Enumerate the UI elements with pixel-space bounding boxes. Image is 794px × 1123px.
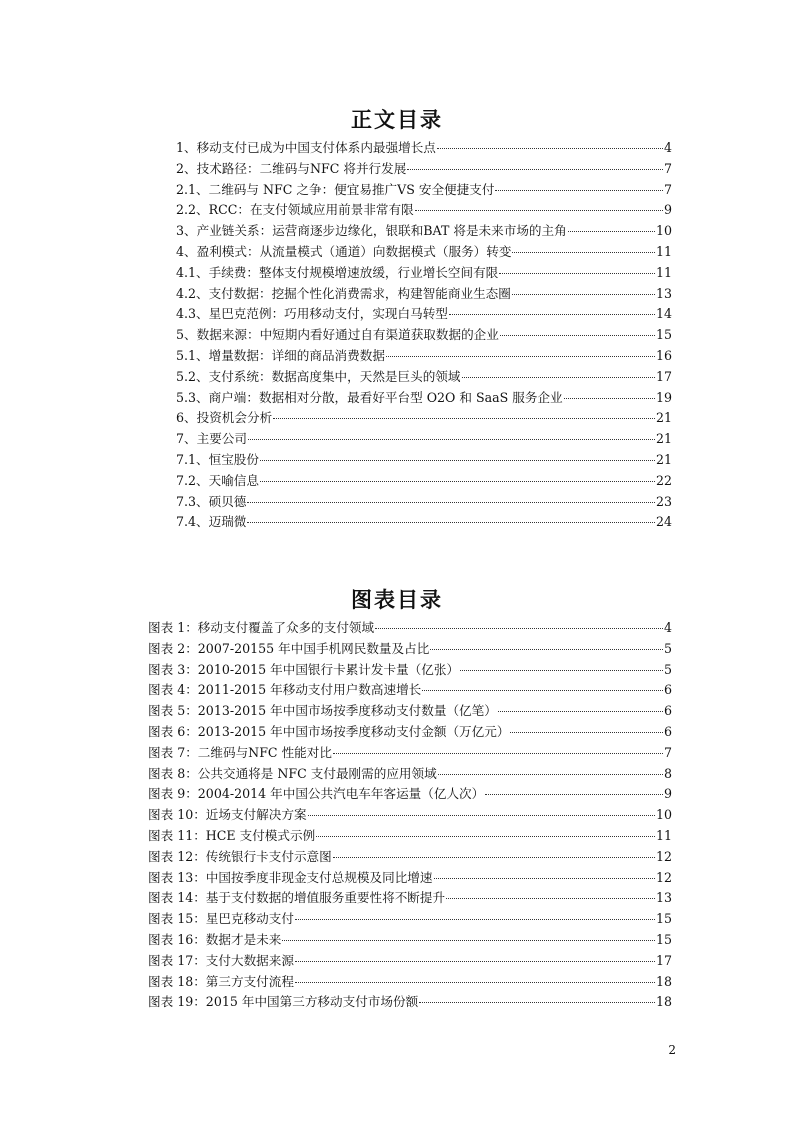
toc-entry-page: 16 xyxy=(655,347,672,363)
toc-entry-text: 1、移动支付已成为中国支付体系内最强增长点 xyxy=(176,140,436,155)
figure-toc-entry[interactable] xyxy=(148,909,672,930)
figure-toc-entry-text: 图表 15：星巴克移动支付 xyxy=(148,911,294,927)
figure-toc-entry[interactable] xyxy=(148,826,672,847)
toc-entry[interactable] xyxy=(176,180,672,201)
figure-toc-entry[interactable] xyxy=(148,743,672,764)
dot-leader xyxy=(499,273,655,274)
toc-entry[interactable] xyxy=(176,492,672,513)
figure-toc-entry-page: 6 xyxy=(663,682,672,698)
figure-toc-entry[interactable] xyxy=(148,930,672,951)
dot-leader xyxy=(260,460,655,461)
dot-leader xyxy=(498,711,663,712)
figure-toc-entry[interactable] xyxy=(148,847,672,868)
toc-entry-text: 7.1、恒宝股份 xyxy=(176,451,259,467)
toc-entry[interactable] xyxy=(176,388,672,409)
figure-toc-entry-page: 15 xyxy=(655,911,672,927)
dot-leader xyxy=(430,649,663,650)
dot-leader xyxy=(500,335,655,336)
dot-leader xyxy=(248,439,655,440)
dot-leader xyxy=(386,356,655,357)
dot-leader xyxy=(437,148,663,149)
figure-toc-entry-text: 图表 2：2007-20155 年中国手机网民数量及占比 xyxy=(148,640,430,656)
figure-toc-entry-page: 8 xyxy=(663,765,672,781)
dot-leader xyxy=(462,377,655,378)
toc-entry-text: 7.4、迈瑞微 xyxy=(176,514,247,530)
toc-entry-text: 6、投资机会分析 xyxy=(176,410,273,426)
toc-entry-page: 21 xyxy=(655,431,672,447)
toc-entry[interactable] xyxy=(176,450,672,471)
dot-leader xyxy=(415,210,663,211)
figure-toc-entry-text: 图表 14：基于支付数据的增值服务重要性将不断提升 xyxy=(148,890,446,906)
figure-toc-entry-text: 图表 9：2004-2014 年中国公共汽电车年客运量（亿人次） xyxy=(148,786,485,802)
toc-entry-page: 4 xyxy=(663,140,672,155)
figure-toc-entry-page: 7 xyxy=(663,744,672,760)
figure-toc-entry-text: 图表 5：2013-2015 年中国市场按季度移动支付数量（亿笔） xyxy=(148,703,497,719)
toc-entry-text: 4、盈利模式：从流量模式（通道）向数据模式（服务）转变 xyxy=(176,243,512,259)
figure-toc-entry-page: 18 xyxy=(655,973,672,989)
figure-toc-entry-text: 图表 6：2013-2015 年中国市场按季度移动支付金额（万亿元） xyxy=(148,723,510,739)
figure-toc-entry-page: 13 xyxy=(655,890,672,906)
toc-entry-page: 24 xyxy=(655,514,672,530)
toc-entry-text: 4.3、星巴克范例：巧用移动支付，实现白马转型 xyxy=(176,306,448,322)
figure-toc-entry-text: 图表 7：二维码与NFC 性能对比 xyxy=(148,744,332,760)
toc-entry-text: 2、技术路径：二维码与NFC 将并行发展 xyxy=(176,160,407,176)
page-number: 2 xyxy=(668,1043,676,1057)
dot-leader xyxy=(247,522,655,523)
dot-leader xyxy=(273,418,655,419)
dot-leader xyxy=(446,898,655,899)
toc-entry-page: 14 xyxy=(655,306,672,322)
toc-entry-text: 5.2、支付系统：数据高度集中，天然是巨头的领域 xyxy=(176,368,461,384)
figure-toc-entry[interactable] xyxy=(148,951,672,972)
main-toc-title: 正文目录 xyxy=(351,107,443,132)
dot-leader xyxy=(434,878,655,879)
toc-entry-page: 21 xyxy=(655,410,672,426)
figure-toc-entry[interactable] xyxy=(148,701,672,722)
toc-entry-text: 4.2、支付数据：挖掘个性化消费需求，构建智能商业生态圈 xyxy=(176,285,511,301)
figure-toc-entry[interactable] xyxy=(148,888,672,909)
toc-entry-text: 7.3、硕贝德 xyxy=(176,493,247,509)
figure-toc-entry-text: 图表 8：公共交通将是 NFC 支付最刚需的应用领域 xyxy=(148,765,437,781)
dot-leader xyxy=(295,919,655,920)
figure-toc-entry-text: 图表 10：近场支付解决方案 xyxy=(148,807,307,823)
figure-toc-entry-text: 图表 12：传统银行卡支付示意图 xyxy=(148,848,332,864)
dot-leader xyxy=(438,774,663,775)
toc-entry-page: 11 xyxy=(655,243,672,259)
toc-entry-text: 5.1、增量数据：详细的商品消费数据 xyxy=(176,347,385,363)
dot-leader xyxy=(485,794,663,795)
dot-leader xyxy=(316,836,655,837)
figure-toc-entry[interactable] xyxy=(148,805,672,826)
figure-toc-entry[interactable] xyxy=(148,868,672,889)
figure-toc-entry-page: 9 xyxy=(663,786,672,802)
toc-entry-text: 7、主要公司 xyxy=(176,431,247,447)
figure-toc-entry[interactable] xyxy=(148,764,672,785)
toc-entry-page: 22 xyxy=(655,472,672,488)
dot-leader xyxy=(510,732,663,733)
dot-leader xyxy=(512,294,655,295)
toc-entry[interactable] xyxy=(176,242,672,263)
toc-entry-page: 10 xyxy=(655,223,672,239)
dot-leader xyxy=(419,1002,655,1003)
figure-toc-entry-text: 图表 4：2011-2015 年移动支付用户数高速增长 xyxy=(148,682,422,698)
toc-entry[interactable] xyxy=(176,263,672,284)
toc-entry-text: 2.1、二维码与 NFC 之争：便宜易推广VS 安全便捷支付 xyxy=(176,181,495,197)
figure-toc-entry-page: 15 xyxy=(655,931,672,947)
dot-leader xyxy=(375,628,663,629)
dot-leader xyxy=(564,398,655,399)
figure-toc-title: 图表目录 xyxy=(351,587,443,612)
toc-entry-text: 5、数据来源：中短期内看好通过自有渠道获取数据的企业 xyxy=(176,327,499,343)
toc-entry-page: 15 xyxy=(655,327,672,343)
dot-leader xyxy=(495,190,663,191)
dot-leader xyxy=(333,857,655,858)
toc-entry-page: 9 xyxy=(663,202,672,218)
toc-entry[interactable] xyxy=(176,471,672,492)
figure-toc-entry-page: 12 xyxy=(655,848,672,864)
toc-entry[interactable] xyxy=(176,408,672,429)
toc-entry-page: 13 xyxy=(655,285,672,301)
figure-toc-entry-text: 图表 13：中国按季度非现金支付总规模及同比增速 xyxy=(148,869,433,885)
figure-toc-entry-page: 18 xyxy=(655,994,672,1010)
dot-leader xyxy=(449,314,655,315)
toc-entry-text: 7.2、天喻信息 xyxy=(176,472,259,488)
figure-toc-entry[interactable] xyxy=(148,639,672,660)
dot-leader xyxy=(460,670,663,671)
figure-toc-entry-text: 图表 18：第三方支付流程 xyxy=(148,973,294,989)
figure-toc-entry-text: 图表 16：数据才是未来 xyxy=(148,931,282,947)
toc-entry-page: 21 xyxy=(655,451,672,467)
toc-entry[interactable] xyxy=(176,221,672,242)
dot-leader xyxy=(282,940,655,941)
dot-leader xyxy=(407,169,663,170)
figure-toc-entry-page: 6 xyxy=(663,723,672,739)
dot-leader xyxy=(568,231,655,232)
figure-toc-entry-text: 图表 1：移动支付覆盖了众多的支付领域 xyxy=(148,620,375,635)
figure-toc-entry-page: 4 xyxy=(663,620,672,635)
figure-toc-entry-text: 图表 19：2015 年中国第三方移动支付市场份额 xyxy=(148,994,419,1010)
toc-entry[interactable] xyxy=(176,512,672,533)
figure-toc-entry[interactable] xyxy=(148,618,672,639)
toc-entry[interactable] xyxy=(176,200,672,221)
toc-entry-text: 4.1、手续费：整体支付规模增速放缓，行业增长空间有限 xyxy=(176,264,499,280)
figure-toc-entry-page: 6 xyxy=(663,703,672,719)
toc-entry-text: 3、产业链关系：运营商逐步边缘化，银联和BAT 将是未来市场的主角 xyxy=(176,223,567,239)
figure-toc-list xyxy=(148,618,672,1013)
toc-entry[interactable] xyxy=(176,159,672,180)
toc-entry-page: 23 xyxy=(655,493,672,509)
toc-entry-page: 7 xyxy=(663,160,672,176)
dot-leader xyxy=(422,690,663,691)
toc-entry-page: 11 xyxy=(655,264,672,280)
toc-entry[interactable] xyxy=(176,325,672,346)
figure-toc-entry-page: 5 xyxy=(663,640,672,656)
figure-toc-entry[interactable] xyxy=(148,680,672,701)
main-toc-list xyxy=(176,138,672,533)
figure-toc-entry[interactable] xyxy=(148,784,672,805)
figure-toc-entry-text: 图表 3：2010-2015 年中国银行卡累计发卡量（亿张） xyxy=(148,661,460,677)
dot-leader xyxy=(295,982,655,983)
figure-toc-entry-page: 10 xyxy=(655,807,672,823)
dot-leader xyxy=(333,753,663,754)
toc-entry[interactable] xyxy=(176,367,672,388)
toc-entry-text: 2.2、RCC：在支付领域应用前景非常有限 xyxy=(176,202,414,218)
dot-leader xyxy=(260,481,655,482)
figure-toc-entry[interactable] xyxy=(148,660,672,681)
toc-entry-text: 5.3、商户端：数据相对分散，最看好平台型 O2O 和 SaaS 服务企业 xyxy=(176,389,563,405)
figure-toc-entry[interactable] xyxy=(148,992,672,1013)
figure-toc-entry-text: 图表 17：支付大数据来源 xyxy=(148,952,294,968)
figure-toc-entry[interactable] xyxy=(148,722,672,743)
figure-toc-entry-text: 图表 11：HCE 支付模式示例 xyxy=(148,827,316,843)
dot-leader xyxy=(308,815,655,816)
toc-entry[interactable] xyxy=(176,346,672,367)
toc-entry-page: 19 xyxy=(655,389,672,405)
toc-entry[interactable] xyxy=(176,304,672,325)
toc-entry[interactable] xyxy=(176,138,672,159)
figure-toc-entry-page: 17 xyxy=(655,952,672,968)
toc-entry-page: 17 xyxy=(655,368,672,384)
toc-entry-page: 7 xyxy=(663,181,672,197)
figure-toc-entry-page: 11 xyxy=(655,827,672,843)
toc-entry[interactable] xyxy=(176,429,672,450)
toc-entry[interactable] xyxy=(176,284,672,305)
dot-leader xyxy=(295,961,655,962)
dot-leader xyxy=(247,502,655,503)
figure-toc-entry-page: 5 xyxy=(663,661,672,677)
figure-toc-entry[interactable] xyxy=(148,972,672,993)
figure-toc-entry-page: 12 xyxy=(655,869,672,885)
dot-leader xyxy=(512,252,655,253)
